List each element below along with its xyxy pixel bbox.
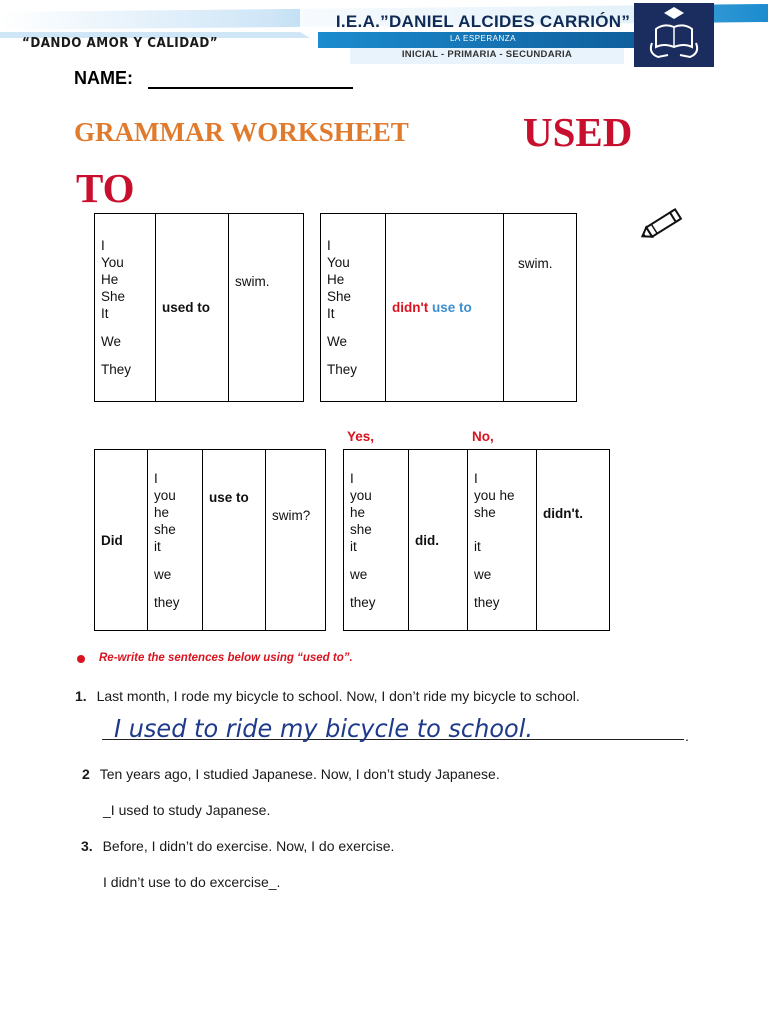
question-did: Did: [95, 450, 148, 631]
pencil-icon: [637, 204, 689, 244]
pronoun: They: [327, 362, 358, 377]
topic-title-to: TO: [76, 165, 135, 211]
negative-table: [320, 213, 577, 402]
negative-aux: [386, 214, 504, 402]
pronoun: I: [474, 470, 478, 486]
pronoun: I: [154, 470, 158, 486]
exercise-item-2: [82, 766, 500, 782]
pronoun: they: [350, 594, 376, 610]
pronoun: it: [474, 538, 481, 554]
pronoun: we: [154, 566, 172, 582]
pronoun: I: [350, 470, 354, 486]
pronoun: He: [101, 272, 119, 287]
yes-aux: did.: [409, 450, 468, 631]
pronoun: they: [474, 594, 500, 610]
pronoun: They: [101, 362, 132, 377]
item-number: 1.: [75, 688, 87, 704]
pronoun: You: [101, 255, 124, 270]
affirmative-table: [94, 213, 304, 402]
pronoun: we: [474, 566, 492, 582]
pronoun: She: [101, 289, 126, 304]
item-sentence: Last month, I rode my bicycle to school. Now, I don’t ride my bicycle to school.: [96, 688, 580, 704]
negative-aux-didnt: didn't: [392, 300, 429, 315]
pronoun: he: [350, 504, 366, 520]
pronoun: It: [327, 306, 335, 321]
pronoun: you he: [474, 487, 515, 503]
pronoun: she: [350, 521, 372, 537]
affirmative-aux: used to: [156, 214, 229, 402]
item-number: 2: [82, 766, 90, 782]
question-table: [94, 449, 326, 631]
school-crest-logo: [634, 3, 714, 67]
no-aux: didn't.: [537, 450, 610, 631]
yes-pronouns: [344, 450, 409, 631]
affirmative-pronouns: [95, 214, 156, 402]
negative-verb: swim.: [504, 214, 577, 402]
pronoun: You: [327, 255, 350, 270]
school-levels: INICIAL - PRIMARIA - SECUNDARIA: [401, 49, 573, 60]
question-pronouns: [148, 450, 203, 631]
bullet-icon: [77, 655, 85, 663]
question-aux: use to: [203, 450, 266, 631]
name-label: NAME:: [74, 68, 133, 88]
pronoun: it: [350, 538, 357, 554]
pronoun: she: [474, 504, 496, 520]
yes-label: Yes,: [347, 429, 375, 444]
answer-suffix: .: [685, 728, 689, 744]
school-subtitle: LA ESPERANZA: [449, 34, 517, 43]
negative-aux-use-to: use to: [431, 300, 472, 315]
pronoun: We: [101, 334, 122, 349]
answer-2[interactable]: _I used to study Japanese.: [103, 802, 271, 818]
worksheet-title: GRAMMAR WORKSHEET: [74, 117, 409, 147]
question-verb: swim?: [266, 450, 326, 631]
school-motto: “DANDO AMOR Y CALIDAD”: [22, 36, 219, 51]
no-label: No,: [472, 429, 494, 444]
pronoun: We: [327, 334, 348, 349]
answer-3[interactable]: I didn’t use to do excercise_.: [103, 874, 281, 890]
pronoun: It: [101, 306, 109, 321]
topic-title-used: USED: [523, 109, 633, 155]
exercise-item-1: [75, 688, 580, 704]
pronoun: we: [350, 566, 368, 582]
item-sentence: Before, I didn’t do exercise. Now, I do exercise.: [102, 838, 395, 854]
exercise-instruction: Re-write the sentences below using “used to”.: [99, 652, 353, 664]
pronoun: he: [154, 504, 170, 520]
pronoun: she: [154, 521, 176, 537]
handwritten-answer-1: I used to ride my bicycle to school.: [114, 714, 534, 743]
pronoun: She: [327, 289, 352, 304]
item-sentence: Ten years ago, I studied Japanese. Now, I don’t study Japanese.: [99, 766, 500, 782]
pronoun: they: [154, 594, 180, 610]
name-blank-line[interactable]: [148, 87, 353, 89]
exercise-item-3: [81, 838, 394, 854]
pronoun: He: [327, 272, 345, 287]
short-answers-table: [343, 449, 610, 631]
item-number: 3.: [81, 838, 93, 854]
no-pronouns: [468, 450, 537, 631]
pronoun: it: [154, 538, 161, 554]
pronoun: I: [101, 238, 105, 253]
pronoun: you: [154, 487, 176, 503]
school-name: I.E.A.”DANIEL ALCIDES CARRIÓN”: [335, 12, 631, 31]
negative-pronouns: [321, 214, 386, 402]
pronoun: you: [350, 487, 372, 503]
pronoun: I: [327, 238, 331, 253]
affirmative-verb: swim.: [229, 214, 304, 402]
